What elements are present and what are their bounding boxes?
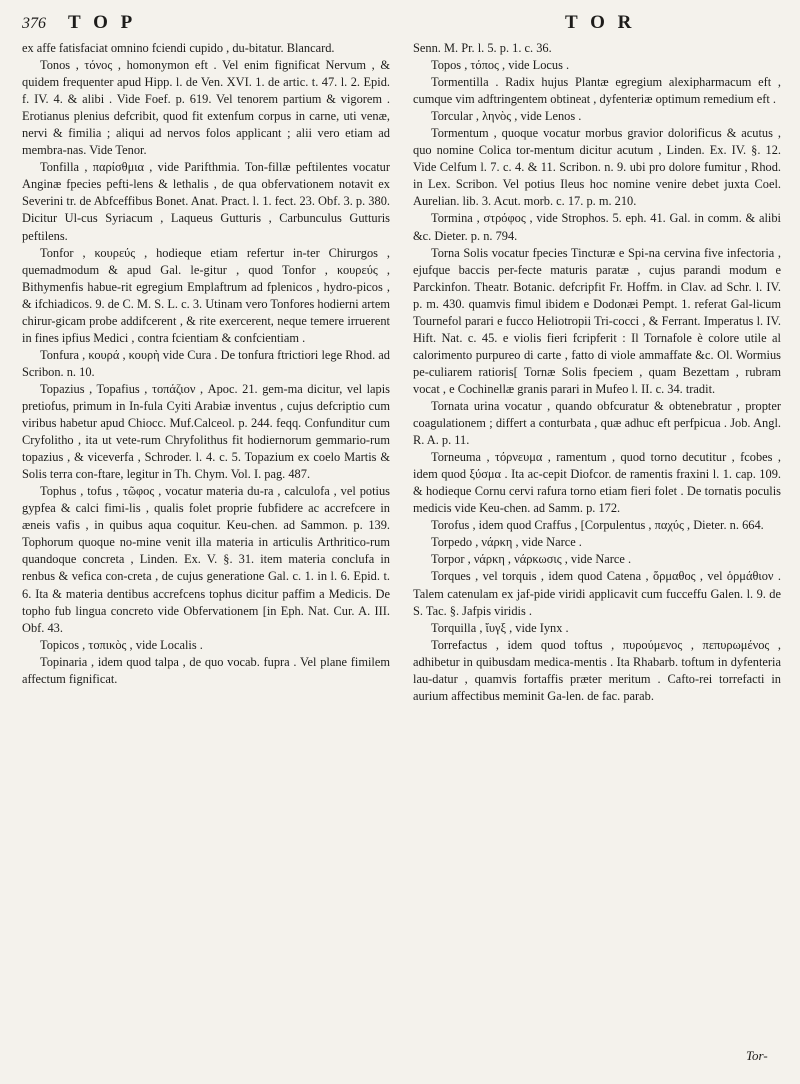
entry-tonsor: Tonfor , κουρεύς , hodieque etiam refertur in-ter Chirurgos , quemadmodum & apud Gal. le-gitur , quod Tonfor , κουρεύς , Bithymenfis habue-rit egregium Emplaftrum ad fplenicos , hydro-picos , & ifchiadicos. 9. de C. M. S. L. c. 3. Utinam vero Tonfores hodierni artem chirur-gicam probe addifcerent , & rite exercerent, neque temere irruerent in fines ipfius Medici , contra fcientiam & confcientiam .: [22, 245, 390, 345]
entry-torna-solis: Torna Solis vocatur fpecies Tincturæ e Spi-na cervina five infectoria , ejufque baccis per-fecte maturis paratæ , cujus parandi modum e Parckinfon. Theatr. Botanic. defcripfit Fr. Hoffm. in Clav. ad Schr. l. IV. p. m. 430. quamvis fimul ibidem e Dodonæi Pempt. 1. referat Gal-licum Tournefol parari e fucco Heliotropii Tri-cocci , & Ferrant. Imperatus l. IV. Hift. Nat. c. 45. e violis fieri fcripferit : Il Tornafole è colore utile al calorimento purpureo di carte , fatto di viole ammaffate &c. Ol. Wormius pe-culiarem ratioris[ Tornæ Solis fpeciem , quam Bezettam , rubram vocat , e Cochinellæ granis parari in Mufeo l. II. c. 34. tradit.: [413, 245, 781, 396]
running-head-right: T O R: [565, 12, 636, 33]
entry-tonsilla: Tonfilla , παρίσθμια , vide Parifthmia. Ton-fillæ peftilentes vocatur Anginæ fpecies pefti-lens & lethalis , de qua obfervationem notavit ex Severini tr. de Abfceffibus Bonet. Anat. Pract. l. 1. fect. 23. Obf. 3. p. 380. Dicitur Ul-cus Syriacum , Laqueus Gutturis , Carbunculus Gutturis peftilens.: [22, 160, 390, 243]
entry-tophus: Tophus , tofus , τῶφος , vocatur materia du-ra , calculofa , vel potius gypfea & calci fimi-lis , qualis folet proprie fubfidere ac accrefcere in æneis vafis , in quibus aqua coquitur. Keu-chen. ad Sammon. p. 139. Tophorum quoque no-mine venit illa materia in articulis Arthritico-rum quandoque concreta , Linden. Ex. V. §. 31. item materia conclufa in renbus & vefica con-creta , de cujus generatione Gal. c. 1. in l. 6. Epid. t. 6. Ita & materia dentibus accrefcens tophus dicitur paffim a Medicis. De topho fub lingua concreto vide Obfervationem [in Eph. Nat. Cur. A. III. Obf. 43.: [22, 484, 390, 635]
entry-tormentum: Tormentum , quoque vocatur morbus gravior dolorificus & acutus , quo nomine Colica tor-mentum dicitur acutum , Linden. Ex. IV. §. 12. Vide Celfum l. 7. c. 4. & 11. Scribon. n. 9. ubi pro dolore fumitur , Rhod. in Lex. Scribon. Vel potius Ileus hoc nomine venire debet juxta Coel. Aurelian. lib. 3. Acut. morb. c. 17. p. m. 210.: [413, 126, 781, 209]
left-column: [22, 40, 390, 688]
entry-continuation: ex affe fatisfaciat omnino fciendi cupido , du-bitatur. Blancard.: [22, 41, 335, 55]
entry-continuation: Senn. M. Pr. l. 5. p. 1. c. 36.: [413, 41, 552, 55]
entry-topos: Topos , τόπος , vide Locus .: [431, 58, 570, 73]
entry-torneuma: Torneuma , τόρνευμα , ramentum , quod torno decutitur , fcobes , idem quod ξύσμα . Ita ac-cepit Diofcor. de ramentis fraxini l. 1. cap. 109. & hodieque Cornu cervi rafura torno etiam fieri folet . De tornatis poculis medicis vide Keu-chen. ad Samm. p. 172.: [413, 450, 781, 516]
entry-tormina: Tormina , στρόφος , vide Strophos. 5. eph. 41. Gal. in comm. & alibi &c. Dieter. p. n. 794.: [413, 211, 781, 243]
entry-topicos: Topicos , τοπικὸς , vide Localis .: [40, 637, 203, 652]
entry-torquilla: Torquilla , ἴυγξ , vide Iynx .: [431, 620, 569, 635]
running-head-left-text: T O P: [68, 12, 137, 33]
entry-torpedo: Torpedo , νάρκη , vide Narce .: [431, 535, 582, 550]
right-column: [413, 40, 781, 705]
entry-torosus: Torofus , idem quod Craffus , [Corpulentus , παχύς , Dieter. n. 664.: [431, 518, 764, 533]
entry-tonsura: Tonfura , κουρά , κουρὴ vide Cura . De tonfura ftrictiori lege Rhod. ad Scribon. n. 10.: [22, 347, 390, 379]
running-head-left: [22, 12, 136, 34]
entry-tormentilla: Tormentilla . Radix hujus Plantæ egregium alexipharmacum eft , cumque vim adftringentem obtineat , dyfenteriæ optimum remedium eft .: [413, 75, 781, 107]
entry-tornata: Tornata urina vocatur , quando obfcuratur & obtenebratur , propter coagulationem ; differt a conturbata , quæ adhuc eft perfpicua . Job. Angl. R. A. p. 11.: [413, 398, 781, 448]
entry-torcular: Torcular , ληνὸς , vide Lenos .: [431, 109, 582, 124]
entry-torpor: Torpor , νάρκη , νάρκωσις , vide Narce .: [431, 552, 632, 567]
entry-tonos: Tonos , τόνος , homonymon eft . Vel enim fignificat Nervum , & quidem frequenter apud Hipp. l. de Ven. XVI. 1. de artic. t. 47. l. 2. Epid. f. IV. 4. & alibi . Vide Foef. p. 619. Vel tenorem partium & vigorem . Erotianus plenius defcribit, quod fit extenfum corpus in carne, uti venæ, nervi & fimilia ; aliqui ad nervos folos applicant ; alii vero etiam ad membra-nas. Vide Tenor.: [22, 58, 390, 158]
page-number: 376: [22, 15, 46, 32]
entry-topazius: Topazius , Topafius , τοπάζιον , Apoc. 21. gem-ma dicitur, vel lapis pretiofus, primum in In-fula Cyiti Arabiæ inventus , cujus defcriptio cum viribus habetur apud Chiocc. Muf.Calceol. p. 244. feqq. Confunditur cum Cryfolitho , ita ut vete-rum Chryfolithus fit hodiernorum gemmario-rum topazius , & viceverfa , Schroder. l. 4. c. 5. Topazium ex coelo Martis & Solis terra con-ftare, legitur in Th. Chym. Vol. I. pag. 487.: [22, 381, 390, 482]
entry-torques: Torques , vel torquis , idem quod Catena , ὅρμαθος , vel ὁρμάθιον . Talem catenulam ex jaf-pide viridi applicavit cum fucceffu Galen. l. 9. de S. Tac. §. Jafpis viridis .: [413, 569, 781, 618]
entry-torrefactus: Torrefactus , idem quod toftus , πυρούμενος , πεπυρωμένος , adhibetur in quibusdam medica-mentis . Ita Rhabarb. toftum in dyfenteria lau-datur , quamvis fortaffis præter meritum . Cafto-rei torrefacti in aurium affectibus meminit Ga-len. de fac. parab.: [413, 637, 781, 703]
entry-topinaria: Topinaria , idem quod talpa , de quo vocab. fupra . Vel plane fimilem affectum fignificat.: [22, 654, 390, 686]
catchword: Tor-: [746, 1048, 768, 1063]
